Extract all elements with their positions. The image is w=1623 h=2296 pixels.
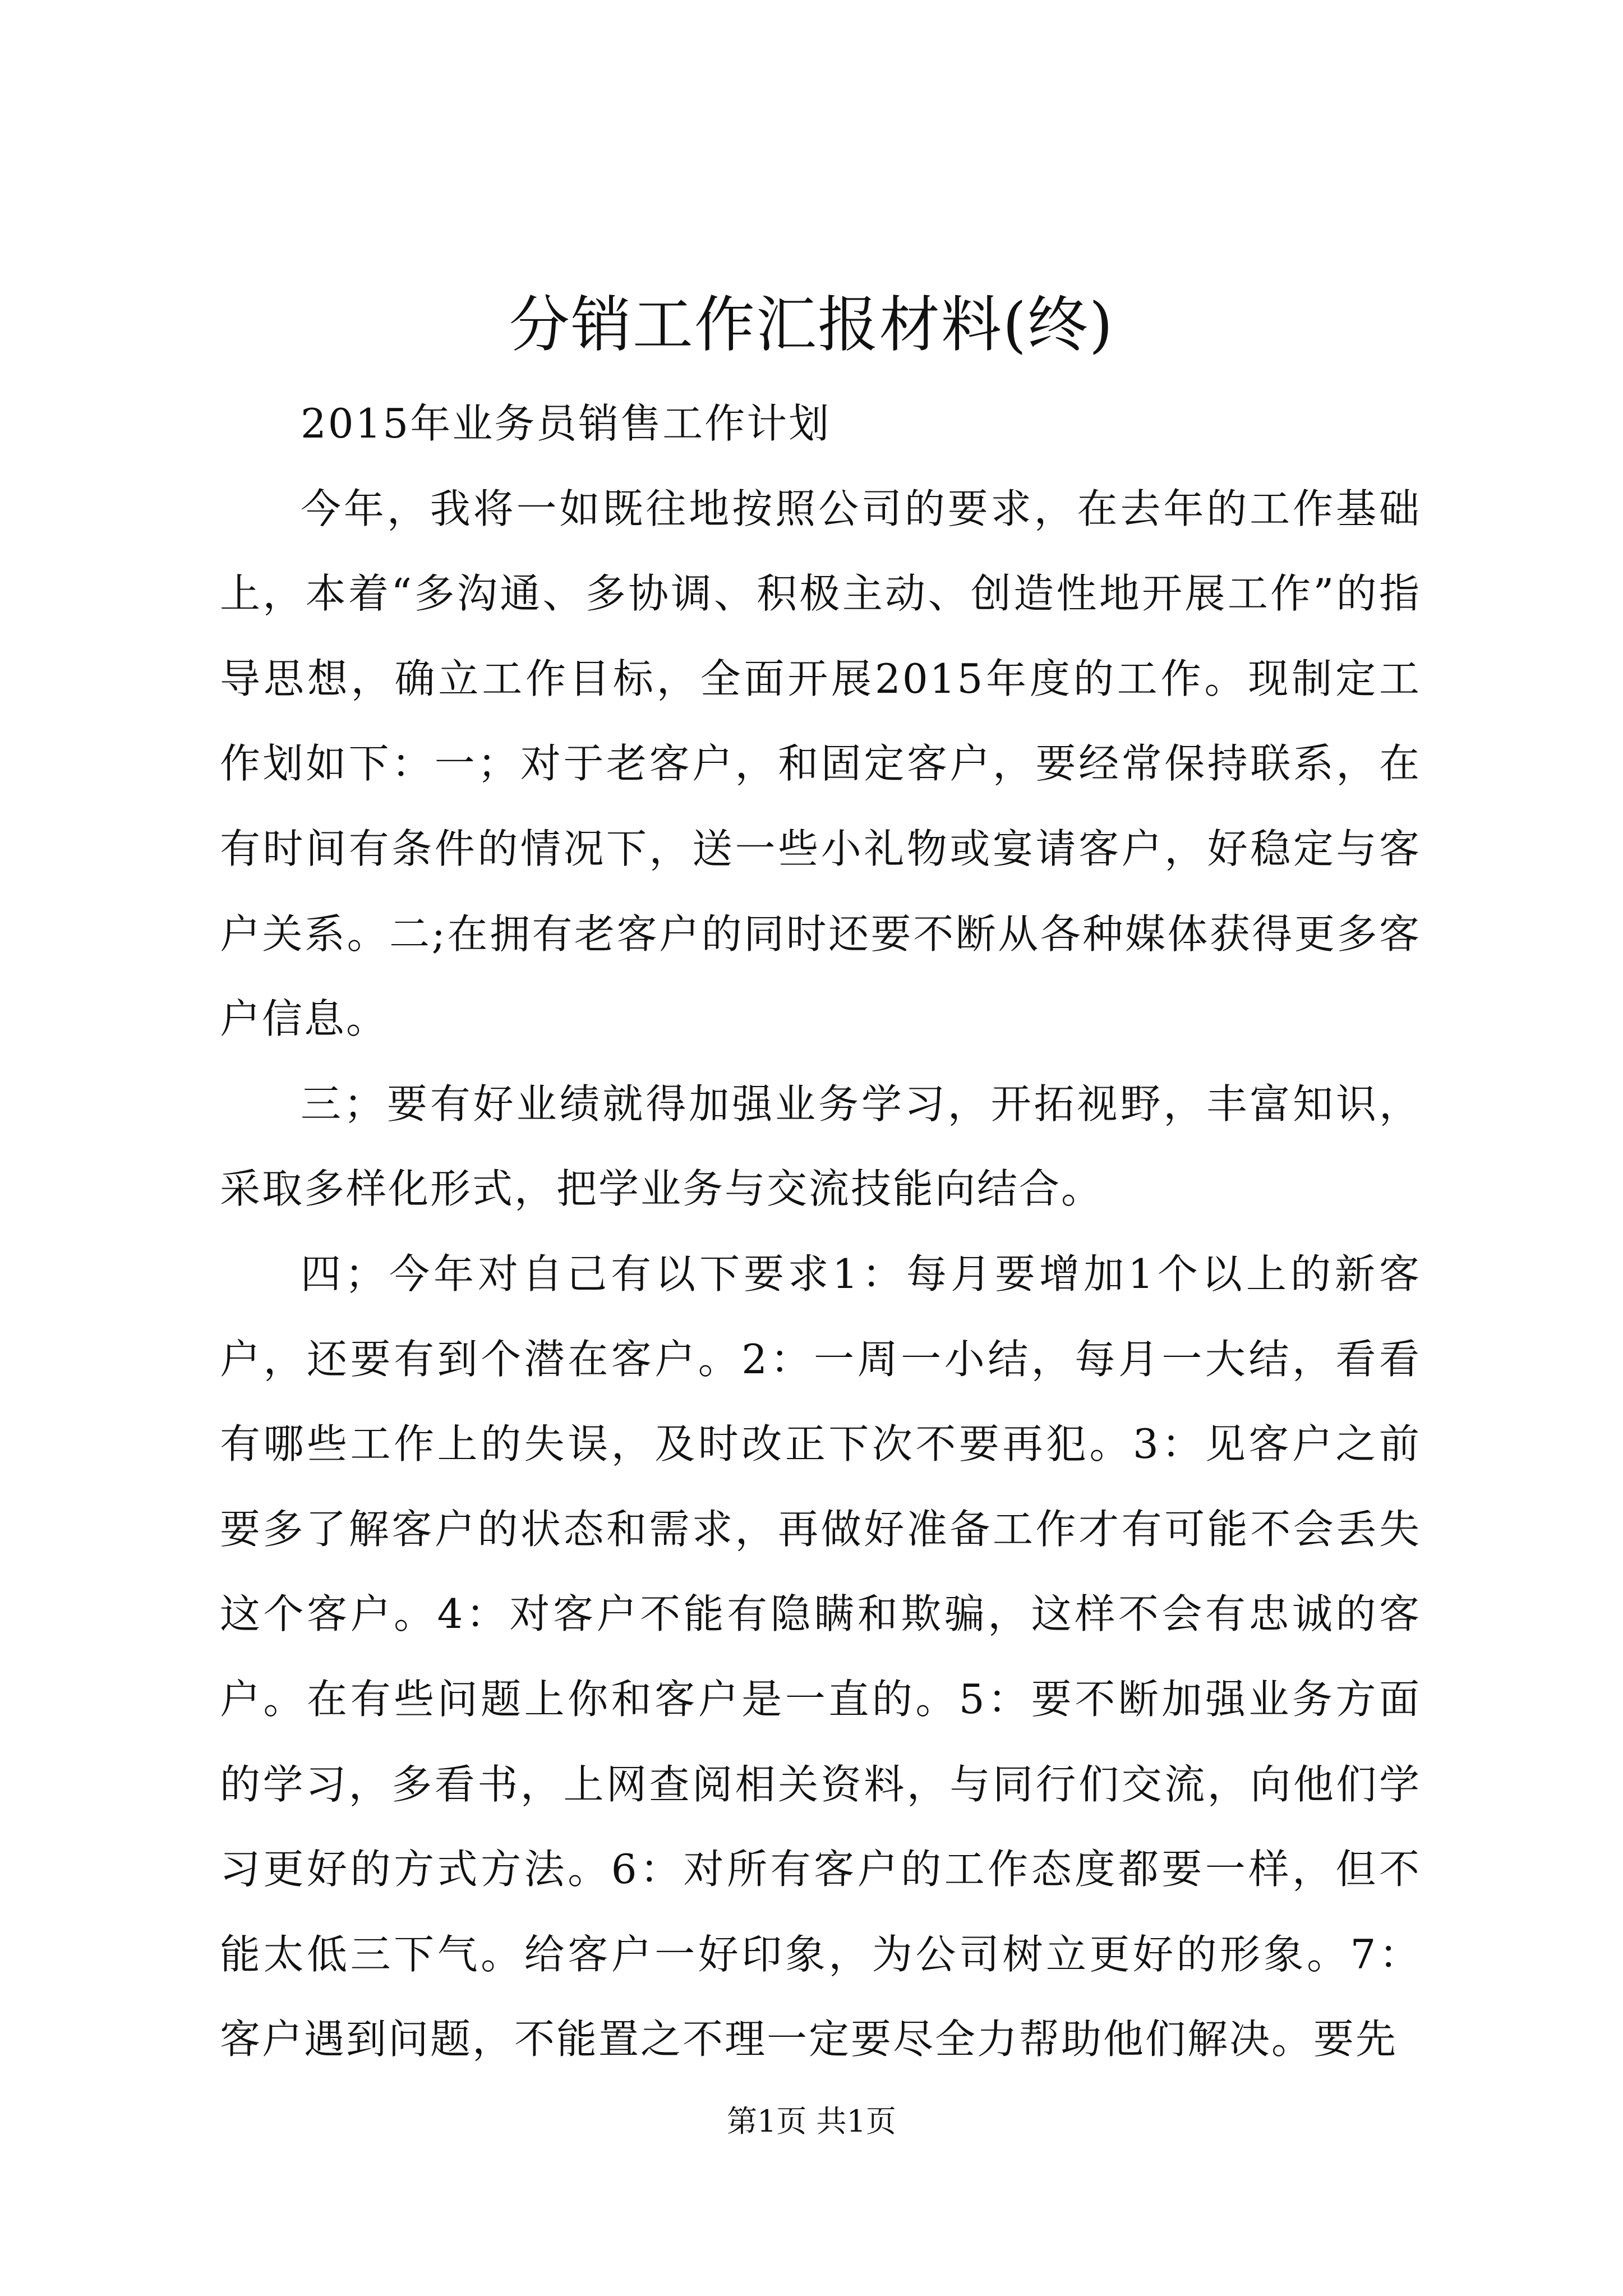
document-body — [220, 381, 1421, 2082]
paragraph-intro: 今年，我将一如既往地按照公司的要求，在去年的工作基础上，本着“多沟通、多协调、积极主动、创造性地开展工作”的指导思想，确立工作目标，全面开展2015年度的工作。现制定工作划如下：一；对于老客户，和固定客户，要经常保持联系，在有时间有条件的情况下，送一些小礼物或宴请客户，好稳定与客户关系。二;在拥有老客户的同时还要不断从各种媒体获得更多客户信息。 — [220, 485, 1421, 1043]
page-footer: 第1页 共1页 — [727, 2104, 896, 2139]
paragraph-plan-heading: 2015年业务员销售工作计划 — [301, 400, 831, 447]
document-title: 分销工作汇报材料(终) — [509, 290, 1114, 360]
paragraph-four: 四；今年对自己有以下要求1：每月要增加1个以上的新客户，还要有到个潜在客户。2：一周一小结，每月一大结，看看有哪些工作上的失误，及时改正下次不要再犯。3：见客户之前要多了解客户的状态和需求，再做好准备工作才有可能不会丢失这个客户。4：对客户不能有隐瞒和欺骗，这样不会有忠诚的客户。在有些问题上你和客户是一直的。5：要不断加强业务方面的学习，多看书，上网查阅相关资料，与同行们交流，向他们学习更好的方式方法。6：对所有客户的工作态度都要一样，但不能太低三下气。给客户一好印象，为公司树立更好的形象。7：客户遇到问题，不能置之不理一定要尽全力帮助他们解决。要先 — [220, 1250, 1421, 2063]
paragraph-three: 三；要有好业绩就得加强业务学习，开拓视野，丰富知识，采取多样化形式，把学业务与交流技能向结合。 — [220, 1080, 1421, 1213]
